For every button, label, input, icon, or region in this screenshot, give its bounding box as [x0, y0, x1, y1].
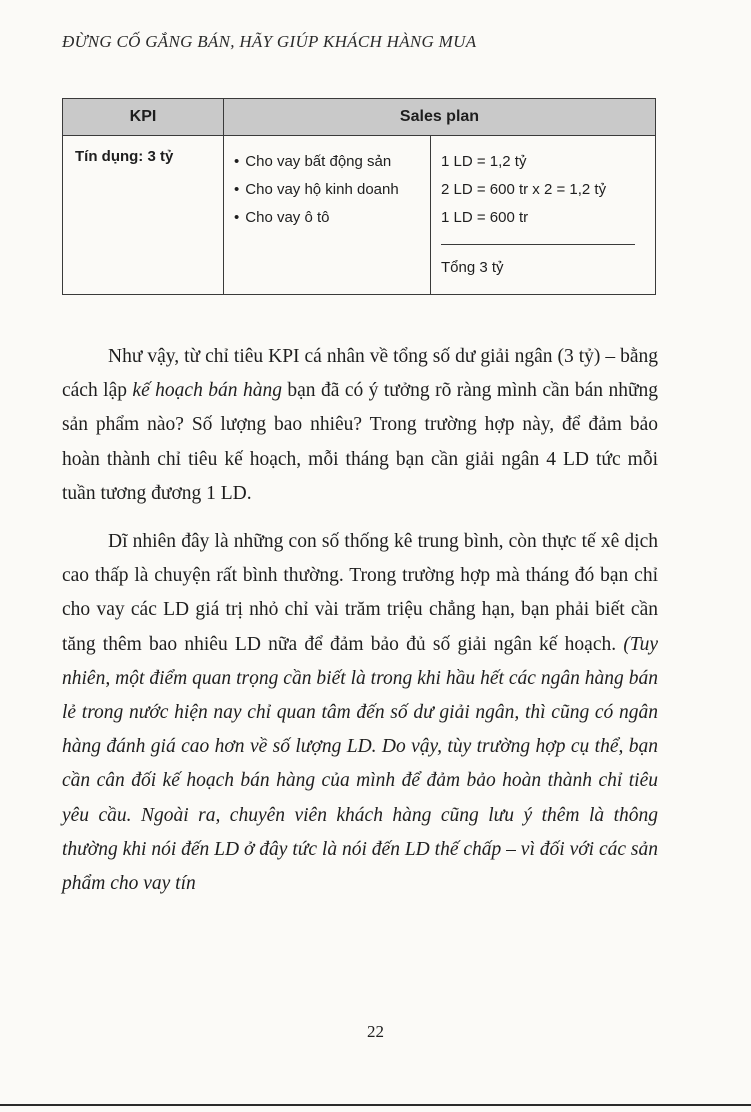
plan-cell [431, 136, 656, 295]
body-text [62, 340, 658, 915]
paragraph-text: Dĩ nhiên đây là những con số thống kê trung bình, còn thực tế xê dịch cao thấp là chuyện rất bình thường. Trong trường hợp mà tháng đó bạn chỉ cho vay các LD giá trị nhỏ chỉ vài trăm triệu chẳng hạn, bạn phải biết cần tăng thêm bao nhiêu LD nữa để đảm bảo đủ số giải ngân kế hoạch. [62, 531, 658, 655]
loan-type-item: • Cho vay hộ kinh doanh [234, 176, 430, 204]
header-kpi: KPI [63, 99, 224, 136]
page-number: 22 [367, 1022, 384, 1041]
paragraph [62, 525, 658, 901]
paragraph-text: Như vậy, từ chỉ tiêu KPI cá nhân về tổng số dư giải ngân (3 tỷ) – bằng cách lập [62, 346, 658, 402]
kpi-sales-plan-table [62, 98, 656, 295]
loan-types-cell [224, 136, 431, 295]
plan-line: 1 LD = 1,2 tỷ [441, 153, 527, 170]
table-header-row [63, 99, 656, 136]
running-head: ĐỪNG CỐ GẮNG BÁN, HÃY GIÚP KHÁCH HÀNG MUA [62, 32, 477, 51]
paragraph-text: bạn đã có ý tưởng rõ ràng mình cần bán những sản phẩm nào? Số lượng bao nhiêu? Trong trường hợp này, để đảm bảo hoàn thành chỉ tiêu kế hoạch, mỗi tháng bạn cần giải ngân 4 LD tức mỗi tuần tương đương 1 LD. [62, 380, 659, 504]
plan-line: 2 LD = 600 tr x 2 = 1,2 tỷ [441, 181, 607, 198]
table-row [63, 136, 656, 295]
plan-lines [431, 136, 655, 294]
loan-type-item: • Cho vay bất động sản [234, 148, 430, 176]
kpi-value: Tín dụng: 3 tỷ [75, 148, 174, 165]
kpi-cell [63, 136, 224, 295]
emphasis-text: kế hoạch bán hàng [132, 380, 282, 402]
emphasis-text: (Tuy nhiên, một điểm quan trọng cần biết là trong khi hầu hết các ngân hàng bán lẻ trong nước hiện nay chỉ quan tâm đến số dư giải ngân, thì cũng có ngân hàng đánh giá cao hơn về số lượng LD. Do vậy, tùy trường hợp cụ thể, bạn cần cân đối kế hoạch bán hàng của mình để đảm bảo hoàn thành chỉ tiêu yêu cầu. Ngoài ra, chuyên viên khách hàng cũng lưu ý thêm là thông thường khi nói đến LD ở đây tức là nói đến LD thế chấp – vì đối với các sản phẩm cho vay tín [62, 633, 658, 895]
paragraph [62, 340, 658, 511]
header-sales-plan: Sales plan [224, 99, 656, 136]
page-bottom-rule [0, 1104, 751, 1106]
plan-total: Tổng 3 tỷ [441, 259, 504, 276]
plan-line: 1 LD = 600 tr [441, 209, 529, 226]
loan-type-item: • Cho vay ô tô [234, 204, 430, 232]
loan-type-list [224, 136, 430, 232]
